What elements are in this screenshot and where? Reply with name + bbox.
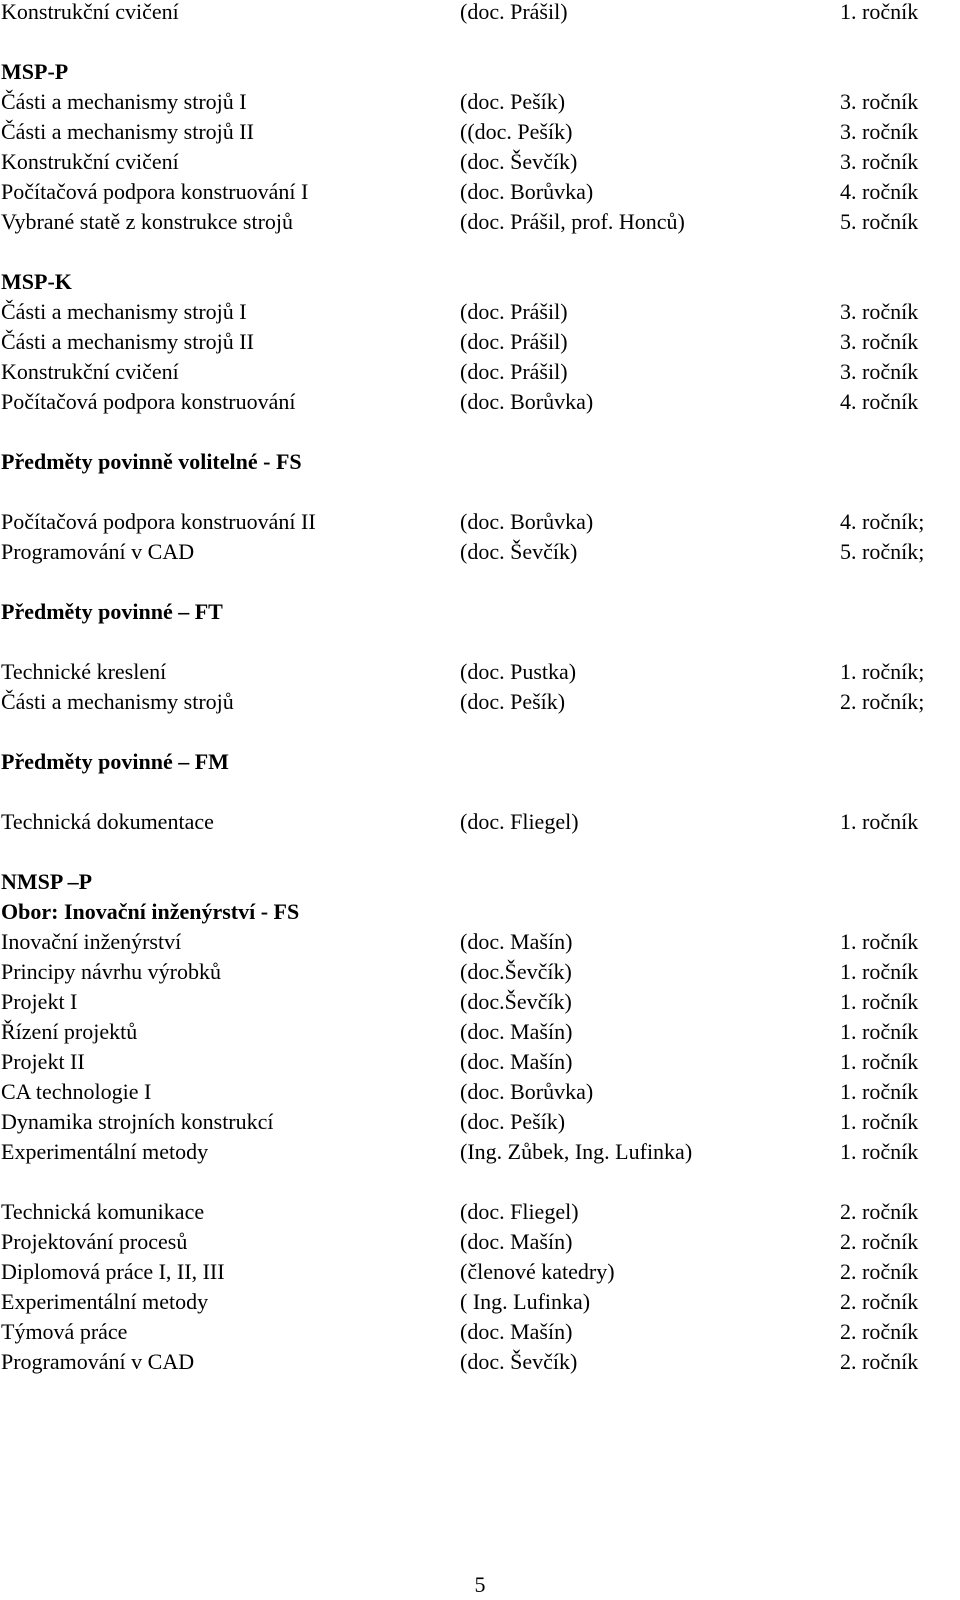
course-row xyxy=(0,327,960,357)
course-teacher: (doc. Ševčík) xyxy=(460,539,578,564)
course-row xyxy=(0,1017,960,1047)
course-year: 1. ročník xyxy=(840,989,919,1014)
course-teacher: (doc. Ševčík) xyxy=(460,149,578,174)
course-name: Počítačová podpora konstruování II xyxy=(1,509,316,534)
course-teacher: (doc. Borůvka) xyxy=(460,179,594,204)
course-year: 4. ročník xyxy=(840,179,919,204)
course-name: Části a mechanismy strojů II xyxy=(1,119,254,144)
course-name: Části a mechanismy strojů xyxy=(1,689,234,714)
course-year: 2. ročník xyxy=(840,1199,919,1224)
course-name: Konstrukční cvičení xyxy=(1,359,179,384)
course-year: 3. ročník xyxy=(840,119,919,144)
course-row xyxy=(0,0,960,27)
course-row xyxy=(0,1317,960,1347)
course-teacher: (doc. Mašín) xyxy=(460,1229,573,1254)
course-name: Principy návrhu výrobků xyxy=(1,959,221,984)
course-teacher: (doc. Fliegel) xyxy=(460,809,579,834)
course-teacher: (doc. Mašín) xyxy=(460,1019,573,1044)
course-teacher: (doc. Prášil) xyxy=(460,0,568,24)
course-teacher: (doc. Pešík) xyxy=(460,1109,566,1134)
course-row xyxy=(0,687,960,717)
course-teacher: (doc.Ševčík) xyxy=(460,959,572,984)
course-year: 1. ročník xyxy=(840,929,919,954)
course-name: Dynamika strojních konstrukcí xyxy=(1,1109,274,1134)
course-year: 1. ročník xyxy=(840,1049,919,1074)
course-year: 2. ročník; xyxy=(840,689,925,714)
course-year: 3. ročník xyxy=(840,89,919,114)
course-row xyxy=(0,357,960,387)
course-row xyxy=(0,1257,960,1287)
course-teacher: (doc. Prášil) xyxy=(460,359,568,384)
course-year: 1. ročník xyxy=(840,0,919,24)
blank-line xyxy=(0,27,960,57)
course-teacher: (doc. Borůvka) xyxy=(460,389,594,414)
course-year: 4. ročník; xyxy=(840,509,925,534)
course-year: 2. ročník xyxy=(840,1319,919,1344)
course-row xyxy=(0,657,960,687)
course-year: 3. ročník xyxy=(840,299,919,324)
section-heading: NMSP –P xyxy=(1,869,93,894)
course-year: 3. ročník xyxy=(840,329,919,354)
course-row xyxy=(0,87,960,117)
course-name: Programování v CAD xyxy=(1,539,195,564)
course-name: Části a mechanismy strojů I xyxy=(1,89,247,114)
course-row xyxy=(0,537,960,567)
course-name: Konstrukční cvičení xyxy=(1,0,179,24)
course-year: 1. ročník xyxy=(840,1109,919,1134)
course-name: Počítačová podpora konstruování xyxy=(1,389,296,414)
course-row xyxy=(0,1287,960,1317)
course-name: Diplomová práce I, II, III xyxy=(1,1259,225,1284)
blank-line xyxy=(0,477,960,507)
course-year: 2. ročník xyxy=(840,1229,919,1254)
section-heading: MSP-K xyxy=(1,269,72,294)
section-heading: Předměty povinné – FT xyxy=(1,599,223,624)
course-name: Konstrukční cvičení xyxy=(1,149,179,174)
course-name: Technické kreslení xyxy=(1,659,167,684)
course-year: 5. ročník; xyxy=(840,539,925,564)
course-teacher: ( Ing. Lufinka) xyxy=(460,1289,591,1314)
course-name: Technická komunikace xyxy=(1,1199,205,1224)
course-teacher: (doc. Mašín) xyxy=(460,1049,573,1074)
course-row xyxy=(0,1197,960,1227)
course-teacher: (doc. Mašín) xyxy=(460,929,573,954)
course-row xyxy=(0,1107,960,1137)
course-teacher: (doc. Borůvka) xyxy=(460,1079,594,1104)
course-name: Inovační inženýrství xyxy=(1,929,182,954)
section-heading: Předměty povinně volitelné - FS xyxy=(1,449,302,474)
course-name: Projektování procesů xyxy=(1,1229,188,1254)
course-name: Technická dokumentace xyxy=(1,809,214,834)
course-teacher: (doc.Ševčík) xyxy=(460,989,572,1014)
course-row xyxy=(0,177,960,207)
course-year: 3. ročník xyxy=(840,149,919,174)
course-row xyxy=(0,1347,960,1377)
course-teacher: (doc. Pešík) xyxy=(460,689,566,714)
blank-line xyxy=(0,717,960,747)
course-year: 1. ročník xyxy=(840,1079,919,1104)
course-row xyxy=(0,207,960,237)
course-name: CA technologie I xyxy=(1,1079,152,1104)
course-row xyxy=(0,807,960,837)
section-heading: MSP-P xyxy=(1,59,69,84)
section-heading: Obor: Inovační inženýrství - FS xyxy=(1,899,300,924)
course-name: Experimentální metody xyxy=(1,1289,209,1314)
course-year: 2. ročník xyxy=(840,1289,919,1314)
course-teacher: (doc. Pustka) xyxy=(460,659,577,684)
course-teacher: (doc. Prášil, prof. Honců) xyxy=(460,209,685,234)
course-teacher: (doc. Pešík) xyxy=(460,89,566,114)
course-year: 1. ročník xyxy=(840,1019,919,1044)
blank-line xyxy=(0,837,960,867)
course-teacher: ((doc. Pešík) xyxy=(460,119,573,144)
course-name: Části a mechanismy strojů II xyxy=(1,329,254,354)
course-row xyxy=(0,507,960,537)
course-name: Projekt I xyxy=(1,989,78,1014)
course-year: 2. ročník xyxy=(840,1259,919,1284)
course-year: 4. ročník xyxy=(840,389,919,414)
course-teacher: (Ing. Zůbek, Ing. Lufinka) xyxy=(460,1139,693,1164)
course-row xyxy=(0,297,960,327)
course-teacher: (doc. Prášil) xyxy=(460,299,568,324)
course-name: Experimentální metody xyxy=(1,1139,209,1164)
course-year: 2. ročník xyxy=(840,1349,919,1374)
course-row xyxy=(0,1077,960,1107)
section-heading: Předměty povinné – FM xyxy=(1,749,229,774)
blank-line xyxy=(0,1167,960,1197)
course-teacher: (doc. Prášil) xyxy=(460,329,568,354)
course-row xyxy=(0,117,960,147)
course-row xyxy=(0,957,960,987)
course-teacher: (doc. Borůvka) xyxy=(460,509,594,534)
blank-line xyxy=(0,777,960,807)
course-row xyxy=(0,387,960,417)
course-name: Počítačová podpora konstruování I xyxy=(1,179,309,204)
course-teacher: (doc. Mašín) xyxy=(460,1319,573,1344)
course-row xyxy=(0,147,960,177)
blank-line xyxy=(0,627,960,657)
course-name: Vybrané statě z konstrukce strojů xyxy=(1,209,294,234)
course-year: 5. ročník xyxy=(840,209,919,234)
course-year: 1. ročník xyxy=(840,809,919,834)
course-name: Programování v CAD xyxy=(1,1349,195,1374)
course-row xyxy=(0,1227,960,1257)
course-row xyxy=(0,987,960,1017)
course-name: Části a mechanismy strojů I xyxy=(1,299,247,324)
course-name: Projekt II xyxy=(1,1049,85,1074)
course-teacher: (členové katedry) xyxy=(460,1259,615,1284)
page-number: 5 xyxy=(474,1572,486,1597)
course-row xyxy=(0,1047,960,1077)
course-year: 1. ročník xyxy=(840,959,919,984)
blank-line xyxy=(0,567,960,597)
course-name: Týmová práce xyxy=(1,1319,128,1344)
course-year: 1. ročník; xyxy=(840,659,925,684)
blank-line xyxy=(0,417,960,447)
course-name: Řízení projektů xyxy=(1,1019,138,1044)
blank-line xyxy=(0,237,960,267)
course-year: 3. ročník xyxy=(840,359,919,384)
course-row xyxy=(0,927,960,957)
course-year: 1. ročník xyxy=(840,1139,919,1164)
course-teacher: (doc. Fliegel) xyxy=(460,1199,579,1224)
course-row xyxy=(0,1137,960,1167)
course-teacher: (doc. Ševčík) xyxy=(460,1349,578,1374)
